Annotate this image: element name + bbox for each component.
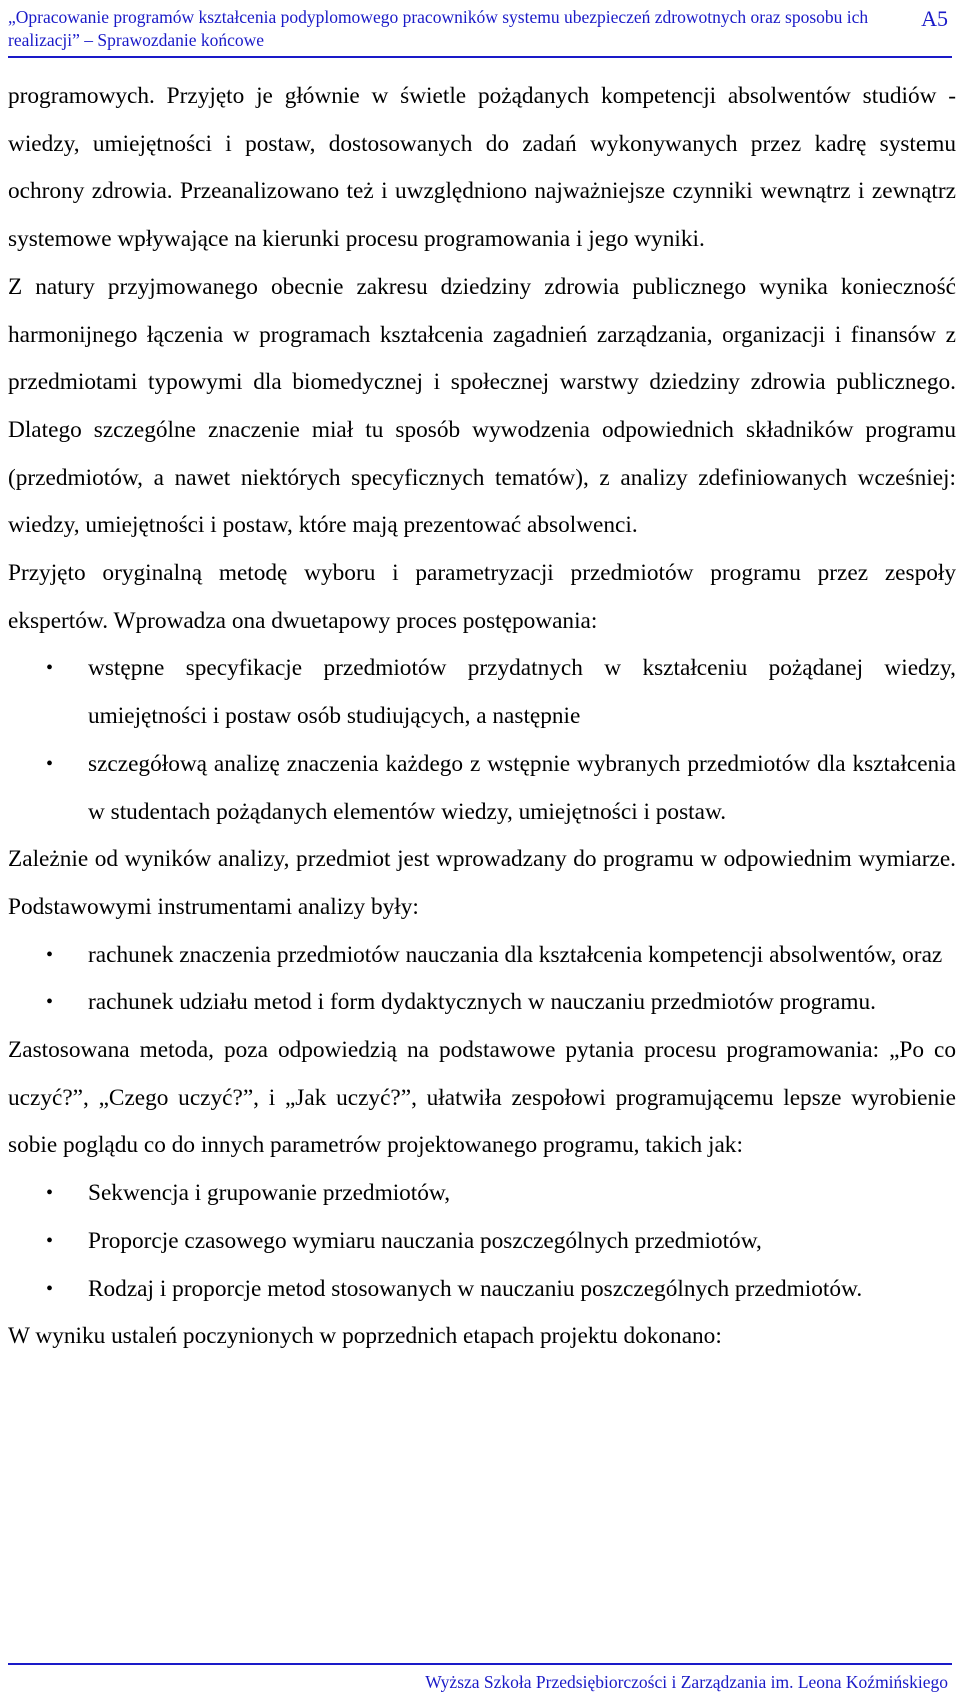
footer-institution: Wyższa Szkoła Przedsiębiorczości i Zarządzania im. Leona Koźmińskiego	[425, 1672, 948, 1692]
list-item-text: rachunek udziału metod i form dydaktycznych w nauczaniu przedmiotów programu.	[88, 989, 876, 1016]
paragraph: Zależnie od wyników analizy, przedmiot jest wprowadzany do programu w odpowiednim wymiarze. Podstawowymi instrumentami analizy były:	[8, 846, 956, 920]
list-item-text: wstępne specyfikacje przedmiotów przydatnych w kształceniu pożądanej wiedzy, umiejętności i postaw osób studiujących, a następnie	[88, 655, 956, 730]
list-item	[8, 932, 956, 980]
list-item-text: rachunek znaczenia przedmiotów nauczania dla kształcenia kompetencji absolwentów, oraz	[88, 941, 943, 968]
bullet-icon: •	[46, 752, 54, 775]
bullet-icon: •	[46, 1182, 54, 1205]
bullet-icon: •	[46, 943, 54, 966]
paragraph: W wyniku ustaleń poczynionych w poprzednich etapach projektu dokonano:	[8, 1323, 722, 1350]
list-item	[8, 979, 956, 1027]
bullet-icon: •	[46, 991, 54, 1014]
page-footer	[8, 1663, 952, 1695]
page-header	[8, 4, 952, 58]
list-item-text: Sekwencja i grupowanie przedmiotów,	[88, 1180, 451, 1207]
bullet-list	[8, 645, 956, 836]
bullet-icon: •	[46, 1229, 54, 1252]
list-item-text: szczegółową analizę znaczenia każdego z wstępnie wybranych przedmiotów dla kształcenia w studentach pożądanych elementów wiedzy, umiejętności i postaw.	[88, 750, 956, 825]
bullet-list	[8, 932, 956, 1027]
paragraph: programowych. Przyjęto je głównie w świetle pożądanych kompetencji absolwentów studiów - wiedzy, umiejętności i postaw, dostosowanych do zadań wykonywanych przez kadrę systemu ochrony zdrowia. Przeanalizowano też i uwzględniono najważniejsze czynniki wewnątrz i zewnątrz systemowe wpływające na kierunki procesu programowania i jego wyniki.	[8, 83, 956, 253]
bullet-list	[8, 1170, 956, 1313]
header-title: „Opracowanie programów kształcenia podyplomowego pracowników systemu ubezpieczeń zdrowotnych oraz sposobu ich realizacji” – Sprawozdanie końcowe	[8, 7, 869, 50]
list-item	[8, 1218, 956, 1266]
list-item-text: Proporcje czasowego wymiaru nauczania poszczególnych przedmiotów,	[88, 1227, 762, 1254]
list-item	[8, 741, 956, 836]
paragraph: Przyjęto oryginalną metodę wyboru i parametryzacji przedmiotów programu przez zespoły ekspertów. Wprowadza ona dwuetapowy proces postępowania:	[8, 560, 956, 634]
header-section-code: A5	[921, 6, 948, 31]
paragraph: Zastosowana metoda, poza odpowiedzią na podstawowe pytania procesu programowania: „Po co uczyć?”, „Czego uczyć?”, i „Jak uczyć?”, ułatwiła zespołowi programującemu lepsze wyrobienie sobie poglądu co do innych parametrów projektowanego programu, takich jak:	[8, 1037, 956, 1159]
list-item	[8, 645, 956, 740]
list-item-text: Rodzaj i proporcje metod stosowanych w nauczaniu poszczególnych przedmiotów.	[88, 1275, 863, 1302]
paragraph: Z natury przyjmowanego obecnie zakresu dziedziny zdrowia publicznego wynika konieczność harmonijnego łączenia w programach kształcenia zagadnień zarządzania, organizacji i finansów z przedmiotami typowymi dla biomedycznej i społecznej warstwy dziedziny zdrowia publicznego. Dlatego szczególne znaczenie miał tu sposób wywodzenia odpowiednich składników programu (przedmiotów, a nawet niektórych specyficznych tematów), z analizy zdefiniowanych wcześniej: wiedzy, umiejętności i postaw, które mają prezentować absolwenci.	[8, 273, 956, 539]
list-item	[8, 1266, 956, 1314]
document-body	[8, 73, 956, 1361]
list-item	[8, 1170, 956, 1218]
bullet-icon: •	[46, 657, 54, 680]
bullet-icon: •	[46, 1277, 54, 1300]
